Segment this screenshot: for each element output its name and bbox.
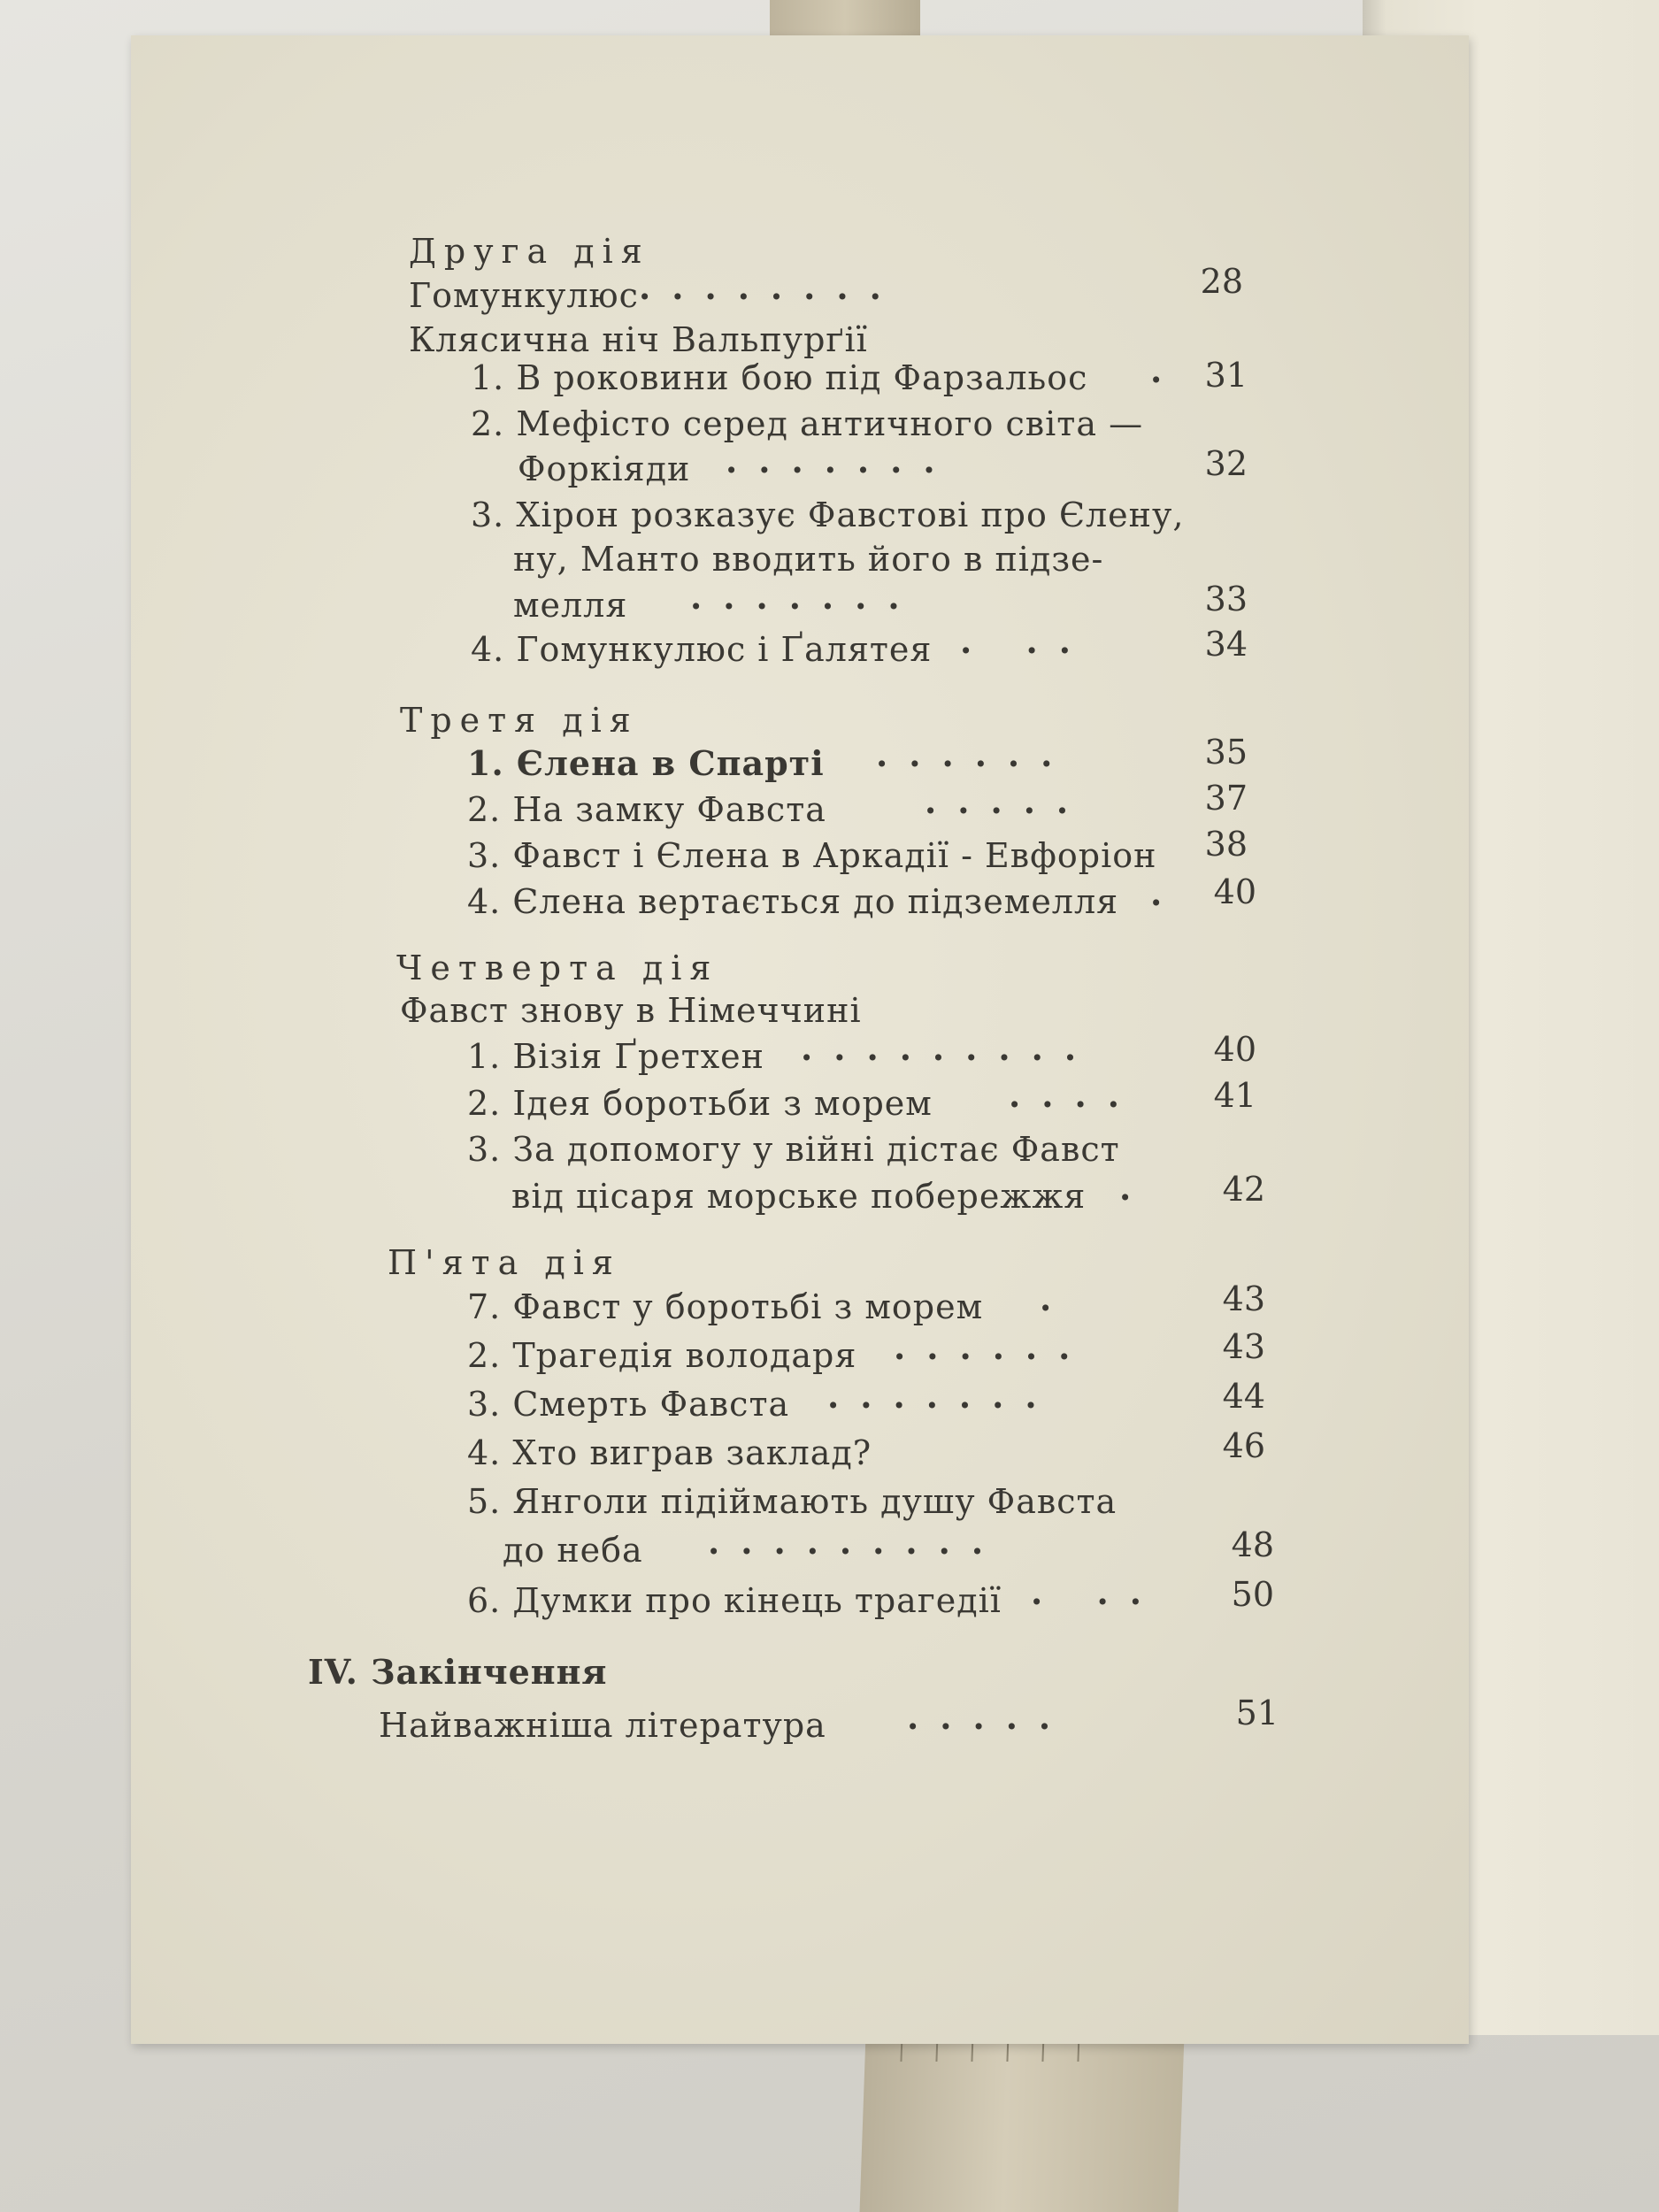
toc-entry-text: Гомункулюс <box>409 276 639 315</box>
toc-leader-dots: . <box>1150 873 1184 913</box>
toc-leader-dots: ....... <box>690 577 921 617</box>
toc-leader-dots: ........ <box>639 267 902 307</box>
toc-entry-text: 4. Гомункулюс і Ґалятея <box>471 630 933 669</box>
toc-leader-dots: . <box>1040 1279 1073 1318</box>
toc-entry-text: від цісаря морське побережжя <box>511 1177 1087 1216</box>
toc-leader-dots: . <box>1119 1168 1153 1208</box>
toc-leader-dots: ......... <box>801 1028 1098 1068</box>
toc-page-number: 31 <box>1204 356 1248 395</box>
toc-leader-dots: ....... <box>726 441 956 480</box>
toc-page-number: 46 <box>1222 1426 1265 1465</box>
toc-entry-text: 3. Фавст і Єлена в Аркадії - Евфоріон <box>467 836 1157 875</box>
toc-page-number: 34 <box>1204 625 1248 664</box>
toc-page-number: 43 <box>1222 1279 1265 1318</box>
toc-entry-text: 1. В роковини бою під Фарзальос <box>471 358 1088 397</box>
toc-leader-dots: ....... <box>827 1376 1058 1416</box>
toc-entry-text: 6. Думки про кінець трагедії <box>467 1581 1002 1620</box>
toc-entry-text: 3. Смерть Фавста <box>467 1385 790 1424</box>
toc-leader-dots: .... <box>1009 1075 1141 1115</box>
toc-page-number: 48 <box>1231 1525 1274 1564</box>
toc-entry-text: Фавст знову в Німеччині <box>400 991 862 1030</box>
toc-page-number: 43 <box>1222 1327 1265 1366</box>
toc-entry-text: мелля <box>513 586 628 625</box>
toc-entry-text: 3. Хірон розказує Фавстові про Єлену, <box>471 495 1185 534</box>
toc-entry-text: 1. Візія Ґретхен <box>467 1037 764 1076</box>
toc-page-number: 32 <box>1204 444 1248 483</box>
toc-leader-dots: ...... <box>894 1327 1092 1367</box>
toc-entry-text: Клясична ніч Вальпурґії <box>409 320 868 359</box>
toc-leader-dots: . .. <box>1031 1572 1163 1612</box>
section-heading: Четверта дія <box>396 949 719 987</box>
toc-leader-dots: ..... <box>925 781 1090 821</box>
chapter-heading: IV. Закінчення <box>308 1652 608 1692</box>
toc-entry-text: 1. Єлена в Спарті <box>467 743 825 783</box>
toc-leader-dots: ...... <box>876 734 1074 774</box>
section-heading: П'ята дія <box>388 1243 621 1282</box>
section-heading: Третя дія <box>400 701 639 740</box>
toc-leader-dots: ..... <box>907 1697 1072 1737</box>
toc-leader-dots: ......... <box>708 1522 1005 1562</box>
toc-entry-text: 2. Трагедія володаря <box>467 1336 857 1375</box>
toc-entry-text: 4. Хто виграв заклад? <box>467 1433 872 1472</box>
toc-entry-text: 7. Фавст у боротьбі з морем <box>467 1287 984 1326</box>
toc-entry-text: 2. Ідея боротьби з морем <box>467 1084 933 1123</box>
toc-entry-text: до неба <box>503 1531 643 1570</box>
toc-page-number: 40 <box>1213 872 1256 911</box>
toc-page-number: 38 <box>1204 825 1248 864</box>
toc-page-number: 50 <box>1231 1575 1274 1614</box>
toc-page-number: 44 <box>1222 1377 1265 1416</box>
toc-entry-text: Форкіяди <box>518 449 691 488</box>
toc-page-number: 40 <box>1213 1030 1256 1069</box>
toc-leader-dots: . .. <box>960 621 1092 661</box>
toc-page-number: 28 <box>1200 262 1243 301</box>
toc-page-number: 33 <box>1204 580 1248 618</box>
toc-page-number: 51 <box>1235 1694 1279 1732</box>
toc-page-number: 35 <box>1204 733 1248 772</box>
toc-entry-text: ну, Манто вводить його в підзе- <box>513 540 1104 579</box>
toc-entry-text: Найважніша література <box>379 1706 826 1745</box>
toc-leader-dots: . <box>1150 350 1184 390</box>
toc-entry-text: 3. За допомогу у війні дістає Фавст <box>467 1130 1120 1169</box>
toc-entry-text: 4. Єлена вертається до підземелля <box>467 882 1119 921</box>
toc-page-number: 41 <box>1213 1076 1256 1115</box>
toc-entry-text: 5. Янголи підіймають душу Фавста <box>467 1482 1118 1521</box>
toc-page-number: 42 <box>1222 1170 1265 1209</box>
toc-entry-text: 2. На замку Фавста <box>467 790 826 829</box>
toc-entry-text: 2. Мефісто серед античного світа — <box>471 404 1144 443</box>
toc-page-number: 37 <box>1204 779 1248 818</box>
section-heading: Друга дія <box>409 232 650 271</box>
